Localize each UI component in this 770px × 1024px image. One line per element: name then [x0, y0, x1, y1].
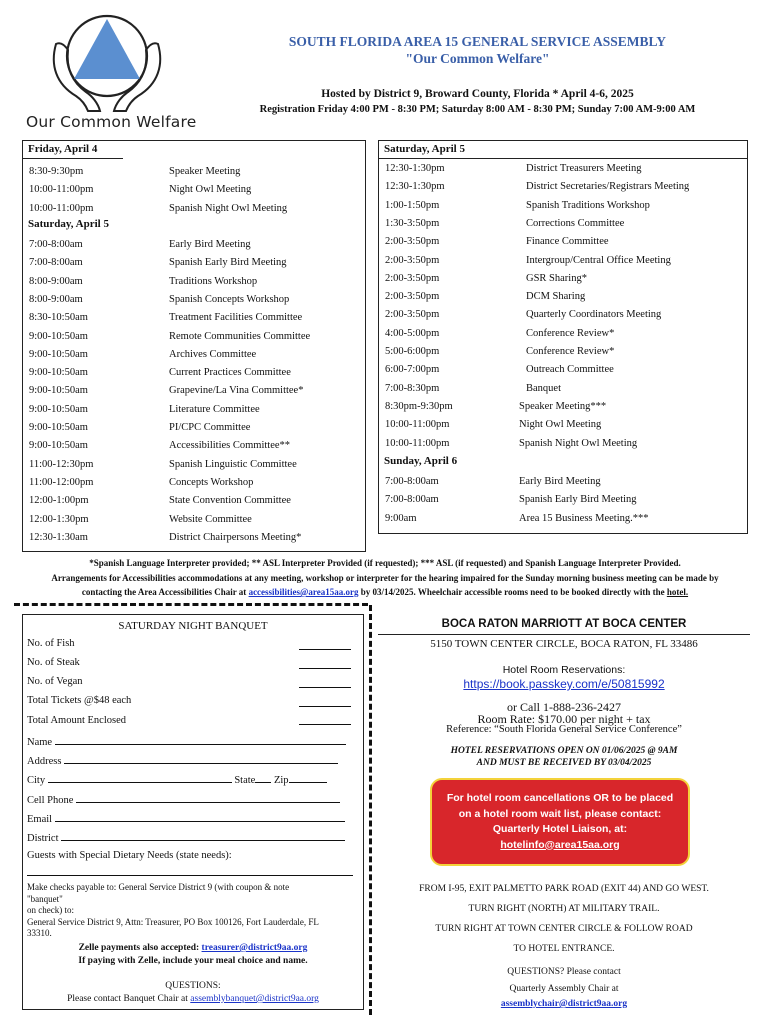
schedule-event: Spanish Linguistic Committee — [169, 458, 297, 470]
schedule-time: 9:00-10:50am — [29, 385, 88, 397]
schedule-time: 7:00-8:00am — [29, 257, 83, 269]
reservations-link[interactable]: https://book.passkey.com/e/50815992 — [463, 677, 665, 691]
schedule-event: Spanish Night Owl Meeting — [169, 202, 288, 214]
hotel-name-rule — [378, 634, 750, 635]
cancellation-callout — [430, 778, 690, 866]
schedule-event: Literature Committee — [169, 403, 260, 415]
schedule-time: 8:30pm-9:30pm — [385, 400, 453, 412]
schedule-row — [379, 346, 747, 364]
schedule-row — [23, 367, 365, 385]
schedule-row — [379, 163, 747, 181]
checks-line-3: on check) to: — [27, 905, 74, 915]
schedule-row — [23, 184, 365, 202]
schedule-event: Speaker Meeting*** — [519, 400, 607, 412]
cancel-line-2: on a hotel room wait list, please contact: — [458, 807, 662, 820]
host-line: Hosted by District 9, Broward County, Florida * April 4-6, 2025 — [321, 88, 634, 100]
total-tickets-label: Total Tickets @$48 each — [27, 695, 132, 706]
schedule-row — [23, 440, 365, 458]
hotel-questions-2: Quarterly Assembly Chair at — [509, 984, 619, 994]
schedule-row — [23, 312, 365, 330]
saturday-heading-underline — [379, 158, 747, 159]
schedule-time: 8:30-10:50am — [29, 312, 88, 324]
directions-line-4: TO HOTEL ENTRANCE. — [513, 944, 615, 954]
schedule-right — [378, 140, 748, 534]
schedule-event: Spanish Night Owl Meeting — [519, 437, 638, 449]
schedule-time: 7:00-8:30pm — [385, 382, 440, 394]
our-common-welfare-logo-icon — [42, 10, 172, 115]
schedule-time: 2:00-3:50pm — [385, 236, 440, 248]
dietary-label: Guests with Special Dietary Needs (state needs): — [27, 850, 232, 861]
schedule-row — [23, 239, 365, 257]
directions-line-1: FROM I-95, EXIT PALMETTO PARK ROAD (EXIT 44) AND GO WEST. — [419, 884, 709, 894]
hotel-name: BOCA RATON MARRIOTT AT BOCA CENTER — [441, 618, 687, 630]
schedule-time: 9:00-10:50am — [29, 348, 88, 360]
contact-note-suffix: by 03/14/2025. Wheelchair accessible rooms need to be booked directly with the — [360, 587, 665, 597]
schedule-time: 9:00-10:50am — [29, 403, 88, 415]
schedule-row — [23, 514, 365, 532]
contact-note — [14, 585, 756, 600]
cell-phone-field[interactable] — [27, 792, 340, 806]
schedule-time: 10:00-11:00pm — [29, 202, 94, 214]
checks-line-5: 33310. — [27, 928, 52, 938]
schedule-time: 9:00am — [385, 512, 417, 524]
schedule-time: 10:00-11:00pm — [385, 419, 450, 431]
checks-instructions — [27, 882, 319, 940]
contact-note-prefix: contacting the Area Accessibilities Chair at — [81, 587, 247, 597]
schedule-event: Early Bird Meeting — [519, 476, 601, 487]
schedule-left — [22, 140, 366, 552]
sunday-heading: Sunday, April 6 — [384, 455, 458, 467]
schedule-time: 7:00-8:00am — [385, 476, 439, 487]
city-label: City — [27, 775, 46, 786]
schedule-event: Spanish Concepts Workshop — [169, 293, 290, 305]
fish-label: No. of Fish — [27, 638, 75, 649]
logo-caption: Our Common Welfare — [26, 113, 197, 131]
schedule-row — [23, 166, 365, 184]
dietary-field[interactable] — [27, 865, 353, 879]
friday-heading: Friday, April 4 — [28, 143, 98, 155]
schedule-event: Current Practices Committee — [169, 367, 291, 379]
accessibilities-email-link[interactable]: accessibilities@area15aa.org — [248, 587, 359, 597]
district-field[interactable] — [27, 830, 345, 844]
name-label: Name — [27, 737, 53, 748]
schedule-row — [379, 364, 747, 382]
schedule-row — [379, 513, 747, 531]
schedule-event: Speaker Meeting — [169, 166, 241, 177]
saturday-heading-left: Saturday, April 5 — [28, 218, 109, 230]
schedule-row — [23, 385, 365, 403]
schedule-event: Grapevine/La Vina Committee* — [169, 385, 304, 397]
fish-blank[interactable] — [299, 639, 351, 650]
schedule-event: GSR Sharing* — [526, 272, 587, 284]
schedule-row — [379, 291, 747, 309]
schedule-row — [23, 459, 365, 477]
page-subtitle: "Our Common Welfare" — [405, 51, 550, 66]
schedule-event: Corrections Committee — [526, 217, 625, 229]
schedule-time: 2:00-3:50pm — [385, 254, 440, 266]
schedule-time: 2:00-3:50pm — [385, 272, 440, 284]
reservations-deadline: AND MUST BE RECEIVED BY 03/04/2025 — [476, 758, 652, 768]
schedule-time: 2:00-3:50pm — [385, 309, 440, 321]
total-amount-blank[interactable] — [299, 714, 351, 725]
hotel-address: 5150 TOWN CENTER CIRCLE, BOCA RATON, FL 33486 — [430, 638, 698, 650]
schedule-event: PI/CPC Committee — [169, 422, 251, 433]
schedule-row — [379, 236, 747, 254]
schedule-row — [379, 218, 747, 236]
banquet-title: SATURDAY NIGHT BANQUET — [118, 620, 268, 632]
friday-heading-underline — [23, 158, 123, 159]
zelle-email-link[interactable]: treasurer@district9aa.org — [201, 943, 308, 953]
schedule-row — [379, 200, 747, 218]
reservations-label: Hotel Room Reservations: — [502, 664, 626, 676]
city-state-zip-field[interactable] — [27, 772, 327, 786]
hotel-info — [378, 614, 750, 1010]
schedule-event: Banquet — [526, 382, 561, 394]
schedule-row — [379, 383, 747, 401]
schedule-event: Intergroup/Central Office Meeting — [526, 254, 671, 266]
directions-line-3: TURN RIGHT AT TOWN CENTER CIRCLE & FOLLOW ROAD — [435, 924, 693, 934]
accessibility-notes — [14, 556, 756, 600]
address-label: Address — [27, 756, 62, 767]
schedule-event: Spanish Traditions Workshop — [526, 199, 650, 211]
schedule-time: 12:00-1:30pm — [29, 513, 89, 525]
schedule-time: 1:00-1:50pm — [385, 199, 440, 211]
schedule-time: 12:30-1:30pm — [385, 163, 445, 174]
saturday-heading-right: Saturday, April 5 — [384, 143, 465, 155]
hotel-questions-1: QUESTIONS? Please contact — [507, 967, 621, 977]
schedule-event: Night Owl Meeting — [519, 419, 602, 431]
reservations-phone: or Call 1-888-236-2427 — [507, 700, 621, 714]
schedule-event: Archives Committee — [169, 348, 257, 360]
cancel-line-1: For hotel room cancellations OR to be placed — [446, 792, 674, 804]
banquet-contact-text: Please contact Banquet Chair at — [67, 994, 188, 1004]
schedule-time: 8:00-9:00am — [29, 275, 83, 287]
schedule-row — [379, 401, 747, 419]
zelle-note: If paying with Zelle, include your meal choice and name. — [78, 956, 308, 966]
schedule-event: Night Owl Meeting — [169, 184, 252, 196]
email-field[interactable] — [27, 811, 345, 825]
schedule-row — [23, 257, 365, 275]
schedule-event: District Secretaries/Registrars Meeting — [526, 181, 690, 193]
schedule-row — [379, 419, 747, 437]
email-label: Email — [27, 814, 53, 825]
cell-label: Cell Phone — [27, 795, 74, 806]
schedule-time: 8:00-9:00am — [29, 293, 83, 305]
schedule-event: Early Bird Meeting — [169, 239, 251, 250]
schedule-time: 5:00-6:00pm — [385, 346, 440, 357]
interpreter-note: *Spanish Language Interpreter provided; ** ASL Interpreter Provided (if requested); *** ASL (if requested) and Spanish Language Interpreter Provided. — [89, 558, 681, 568]
reservations-open: HOTEL RESERVATIONS OPEN ON 01/06/2025 @ 9AM — [450, 746, 678, 756]
schedule-event: Area 15 Business Meeting.*** — [519, 512, 649, 524]
schedule-time: 11:00-12:00pm — [29, 476, 94, 488]
checks-line-2: "banquet" — [27, 893, 63, 904]
schedule-time: 9:00-10:50am — [29, 422, 88, 433]
schedule-row — [379, 255, 747, 273]
schedule-event: State Convention Committee — [169, 495, 291, 507]
vegan-blank[interactable] — [299, 677, 351, 688]
schedule-event: Conference Review* — [526, 327, 615, 339]
schedule-time: 8:30-9:30pm — [29, 166, 84, 177]
banquet-form — [22, 614, 364, 1010]
district-label: District — [27, 833, 59, 844]
schedule-event: Spanish Early Bird Meeting — [519, 494, 637, 506]
schedule-row — [23, 331, 365, 349]
schedule-row — [379, 476, 747, 494]
schedule-row — [23, 477, 365, 495]
schedule-time: 12:30-1:30pm — [385, 181, 445, 193]
schedule-event: Traditions Workshop — [169, 275, 258, 287]
hotel-liaison-email-link[interactable]: hotelinfo@area15aa.org — [500, 838, 620, 851]
arrangements-note: Arrangements for Accessibilities accommodations at any meeting, workshop or interpreter for the hearing impaired for the Sunday morning business meeting can be made by — [51, 572, 719, 583]
schedule-time: 9:00-10:50am — [29, 440, 88, 452]
cancel-line-3: Quarterly Hotel Liaison, at: — [492, 823, 628, 835]
schedule-time: 10:00-11:00pm — [29, 184, 94, 196]
steak-label: No. of Steak — [27, 657, 80, 668]
schedule-time: 12:00-1:00pm — [29, 495, 89, 507]
schedule-event: Remote Communities Committee — [169, 330, 311, 342]
schedule-time: 2:00-3:50pm — [385, 291, 440, 303]
schedule-time: 9:00-10:50am — [29, 330, 88, 342]
schedule-time: 4:00-5:00pm — [385, 327, 440, 339]
checks-line-1: Make checks payable to: General Service District 9 (with coupon & note — [27, 882, 290, 892]
page-title: SOUTH FLORIDA AREA 15 GENERAL SERVICE ASSEMBLY — [288, 34, 667, 49]
room-rate: Room Rate: $170.00 per night + tax — [477, 712, 651, 726]
schedule-event: Treatment Facilities Committee — [169, 312, 303, 324]
banquet-questions: QUESTIONS: — [165, 981, 221, 991]
vegan-label: No. of Vegan — [27, 676, 83, 687]
schedule-event: Outreach Committee — [526, 364, 614, 376]
zelle-line — [23, 943, 363, 953]
reservation-reference: Reference: “South Florida General Service Conference” — [446, 724, 682, 735]
banquet-email-link[interactable]: assemblybanquet@district9aa.org — [190, 994, 319, 1004]
schedule-row — [379, 328, 747, 346]
schedule-row — [23, 422, 365, 440]
schedule-row — [23, 532, 365, 550]
schedule-event: Accessibilities Committee** — [169, 440, 291, 452]
address-field[interactable] — [27, 753, 338, 767]
cut-line-vertical — [369, 605, 372, 1015]
schedule-event: Quarterly Coordinators Meeting — [526, 309, 662, 321]
total-amount-label: Total Amount Enclosed — [27, 715, 127, 726]
schedule-time: 7:00-8:00am — [29, 239, 83, 250]
schedule-time: 10:00-11:00pm — [385, 437, 450, 449]
schedule-event: Website Committee — [169, 513, 252, 525]
schedule-row — [379, 273, 747, 291]
schedule-event: Spanish Early Bird Meeting — [169, 257, 287, 269]
schedule-time: 11:00-12:30pm — [29, 458, 94, 470]
zelle-text: Zelle payments also accepted: — [78, 943, 200, 953]
name-field[interactable] — [27, 734, 346, 748]
schedule-time: 9:00-10:50am — [29, 367, 88, 379]
assembly-chair-email-link[interactable]: assemblychair@district9aa.org — [500, 999, 628, 1009]
schedule-time: 6:00-7:00pm — [385, 364, 440, 376]
schedule-row — [379, 309, 747, 327]
schedule-row — [23, 276, 365, 294]
schedule-row — [23, 495, 365, 513]
schedule-event: Finance Committee — [526, 236, 609, 248]
schedule-time: 1:30-3:50pm — [385, 217, 440, 229]
schedule-row — [379, 438, 747, 456]
banquet-contact — [23, 994, 363, 1004]
schedule-event: Concepts Workshop — [169, 476, 254, 488]
steak-blank[interactable] — [299, 658, 351, 669]
schedule-event: District Treasurers Meeting — [526, 163, 642, 174]
logo — [22, 10, 197, 138]
registration-line: Registration Friday 4:00 PM - 8:30 PM; Saturday 8:00 AM - 8:30 PM; Sunday 7:00 AM-9:00 AM — [259, 104, 696, 115]
total-tickets-blank[interactable] — [299, 696, 351, 707]
schedule-row — [23, 349, 365, 367]
state-label: State — [234, 775, 256, 786]
schedule-event: Conference Review* — [526, 346, 615, 357]
schedule-event: District Chairpersons Meeting* — [169, 531, 302, 543]
directions-line-2: TURN RIGHT (NORTH) AT MILITARY TRAIL. — [468, 904, 660, 914]
zip-label: Zip — [273, 775, 289, 786]
schedule-row — [379, 181, 747, 199]
cut-line-horizontal — [14, 603, 368, 606]
hotel-word: hotel. — [666, 587, 689, 597]
schedule-row — [23, 294, 365, 312]
schedule-event: DCM Sharing — [526, 291, 586, 303]
checks-line-4: General Service District 9, Attn: Treasurer, PO Box 100126, Fort Lauderdale, FL — [27, 916, 319, 927]
schedule-time: 12:30-1:30am — [29, 531, 88, 543]
schedule-row — [379, 494, 747, 512]
schedule-row — [23, 404, 365, 422]
schedule-time: 7:00-8:00am — [385, 494, 439, 506]
